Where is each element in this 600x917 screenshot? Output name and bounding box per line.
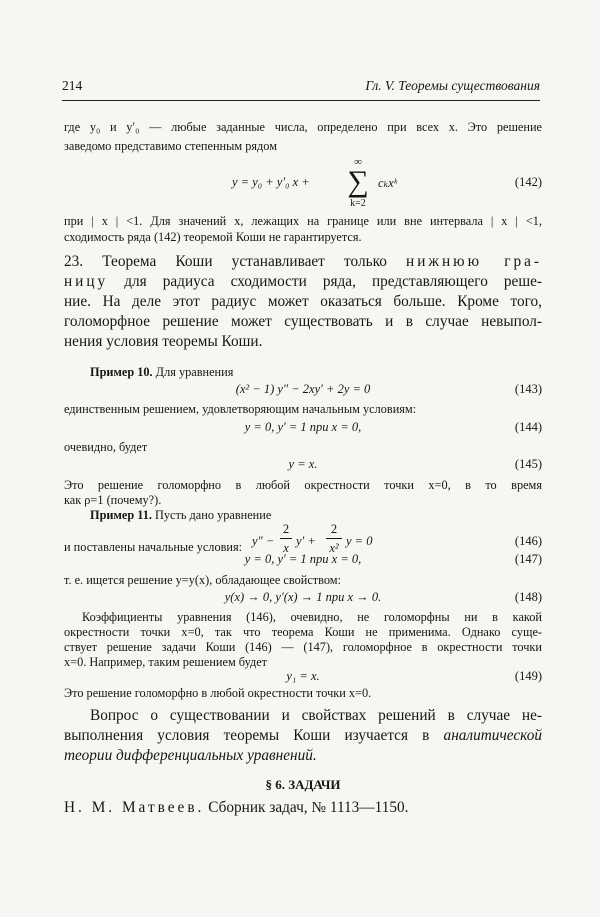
eq147-formula: y = 0, y′ = 1 при x = 0, bbox=[244, 552, 362, 566]
section23-text: 23. Теорема Коши устанавливает только bbox=[64, 253, 407, 270]
reference-author: Н. М. Матвеев. bbox=[64, 799, 205, 816]
equation-143 bbox=[64, 382, 542, 400]
eq146-frac1-num: 2 bbox=[282, 522, 290, 536]
page-number: 214 bbox=[62, 78, 83, 93]
intro-line-1: где y₀ и y′₀ — любые заданные числа, определено при всех x. Это решение bbox=[64, 120, 542, 134]
example10-obvious: очевидно, будет bbox=[64, 440, 148, 454]
running-header bbox=[62, 78, 540, 101]
closing-text: выполнения условия теоремы Коши изучается в bbox=[64, 727, 444, 744]
reference-text: Сборник задач, № 1113—1150. bbox=[204, 799, 409, 816]
eq147-label: (147) bbox=[514, 552, 542, 566]
eq148-label: (148) bbox=[514, 590, 542, 604]
chapter-title: Гл. V. Теоремы существования bbox=[365, 78, 540, 93]
sum-symbol: ∑ bbox=[347, 165, 369, 198]
eq142-lhs: y = y₀ + y′₀ x + bbox=[232, 175, 310, 189]
eq149-formula: y₁ = x. bbox=[286, 669, 320, 683]
eq146-frac2-num: 2 bbox=[330, 522, 338, 536]
eq145-label: (145) bbox=[514, 457, 542, 471]
section23-text-2: для радиуса сходимости ряда, представляющего реше- bbox=[108, 273, 542, 290]
equation-145 bbox=[64, 457, 542, 475]
eq143-formula: (x² − 1) y″ − 2xy′ + 2y = 0 bbox=[235, 382, 371, 396]
example11-holo: Это решение голоморфно в любой окрестности точки x=0. bbox=[64, 686, 372, 700]
eq142-term: cₖxᵏ bbox=[378, 176, 398, 190]
closing-line-3 bbox=[64, 746, 542, 766]
closing-italic: аналитической bbox=[443, 727, 542, 744]
example11-text: Пусть дано уравнение bbox=[151, 508, 272, 522]
example10-unique: единственным решением, удовлетворяющим начальным условиям: bbox=[64, 402, 417, 416]
eq146-frac1-den: x bbox=[283, 541, 289, 555]
eq142-sum-bottom: k=2 bbox=[350, 198, 366, 209]
section23-spaced-2: ницу bbox=[64, 273, 109, 290]
eq149-label: (149) bbox=[514, 669, 542, 683]
example10-holo-1: Это решение голоморфно в любой окрестности точки x=0, в то время bbox=[64, 478, 542, 492]
section6-heading: § 6. ЗАДАЧИ bbox=[265, 777, 341, 792]
example10-label: Пример 10. bbox=[90, 365, 153, 379]
eq144-label: (144) bbox=[514, 420, 542, 434]
section23-line-5: нения условия теоремы Коши. bbox=[64, 333, 263, 350]
eq146-frac2-den: x² bbox=[329, 541, 339, 555]
eq143-label: (143) bbox=[514, 382, 542, 396]
eq142-label: (142) bbox=[514, 175, 542, 189]
intro-line-2: заведомо представимо степенным рядом bbox=[64, 139, 277, 153]
eq142-sum-top: ∞ bbox=[354, 156, 362, 168]
equation-142 bbox=[64, 156, 542, 210]
example10-intro bbox=[90, 363, 568, 381]
section23-spaced: нижнюю гра- bbox=[406, 253, 542, 270]
example11-initial: и поставлены начальные условия: bbox=[64, 540, 243, 554]
eq146-part-c: y = 0 bbox=[346, 534, 373, 548]
example10-text: Для уравнения bbox=[152, 365, 234, 379]
example11-para-line-1: Коэффициенты уравнения (146), очевидно, не голоморфны ни в какой bbox=[82, 610, 542, 624]
eq144-formula: y = 0, y′ = 1 при x = 0, bbox=[244, 420, 362, 434]
equation-148 bbox=[64, 590, 542, 608]
eq146-part-b: y′ + bbox=[296, 534, 316, 548]
eq148-formula: y(x) → 0, y′(x) → 1 при x → 0. bbox=[224, 590, 382, 604]
eq145-formula: y = x. bbox=[288, 457, 318, 471]
example10-holo-2: как ρ=1 (почему?). bbox=[64, 493, 162, 507]
section23-line-4: голоморфное решение может существовать и в случае невыпол- bbox=[64, 313, 542, 330]
equation-147 bbox=[64, 552, 542, 570]
closing-italic-2: теории дифференциальных уравнений. bbox=[64, 747, 317, 764]
section23-line-3: ние. На деле этот радиус может оказаться больше. Кроме того, bbox=[64, 293, 542, 310]
example11-para-line-3: ствует решение задачи Коши (146) — (147), голоморфное в окрестности точки bbox=[64, 640, 542, 654]
section23-line-2 bbox=[64, 272, 542, 292]
example11-label: Пример 11. bbox=[90, 508, 152, 522]
example11-para-line-2: окрестности точки x=0, так что теорема Коши не применима. Однако суще- bbox=[64, 625, 542, 639]
after142-line-1: при | x | <1. Для значений x, лежащих на границе или вне интервала | x | <1, bbox=[64, 214, 542, 228]
closing-line-2 bbox=[64, 726, 542, 746]
equation-144 bbox=[64, 420, 542, 438]
example11-seek: т. е. ищется решение y=y(x), обладающее свойством: bbox=[64, 573, 341, 587]
eq146-part-a: y″ − bbox=[252, 534, 275, 548]
closing-line-1: Вопрос о существовании и свойствах решений в случае не- bbox=[90, 707, 542, 724]
after142-line-2: сходимость ряда (142) теоремой Коши не гарантируется. bbox=[64, 230, 362, 244]
section6-reference bbox=[64, 798, 542, 818]
section23-line-1 bbox=[64, 252, 542, 272]
example11-para-line-4: x=0. Например, таким решением будет bbox=[64, 655, 268, 669]
eq146-label: (146) bbox=[514, 534, 542, 548]
